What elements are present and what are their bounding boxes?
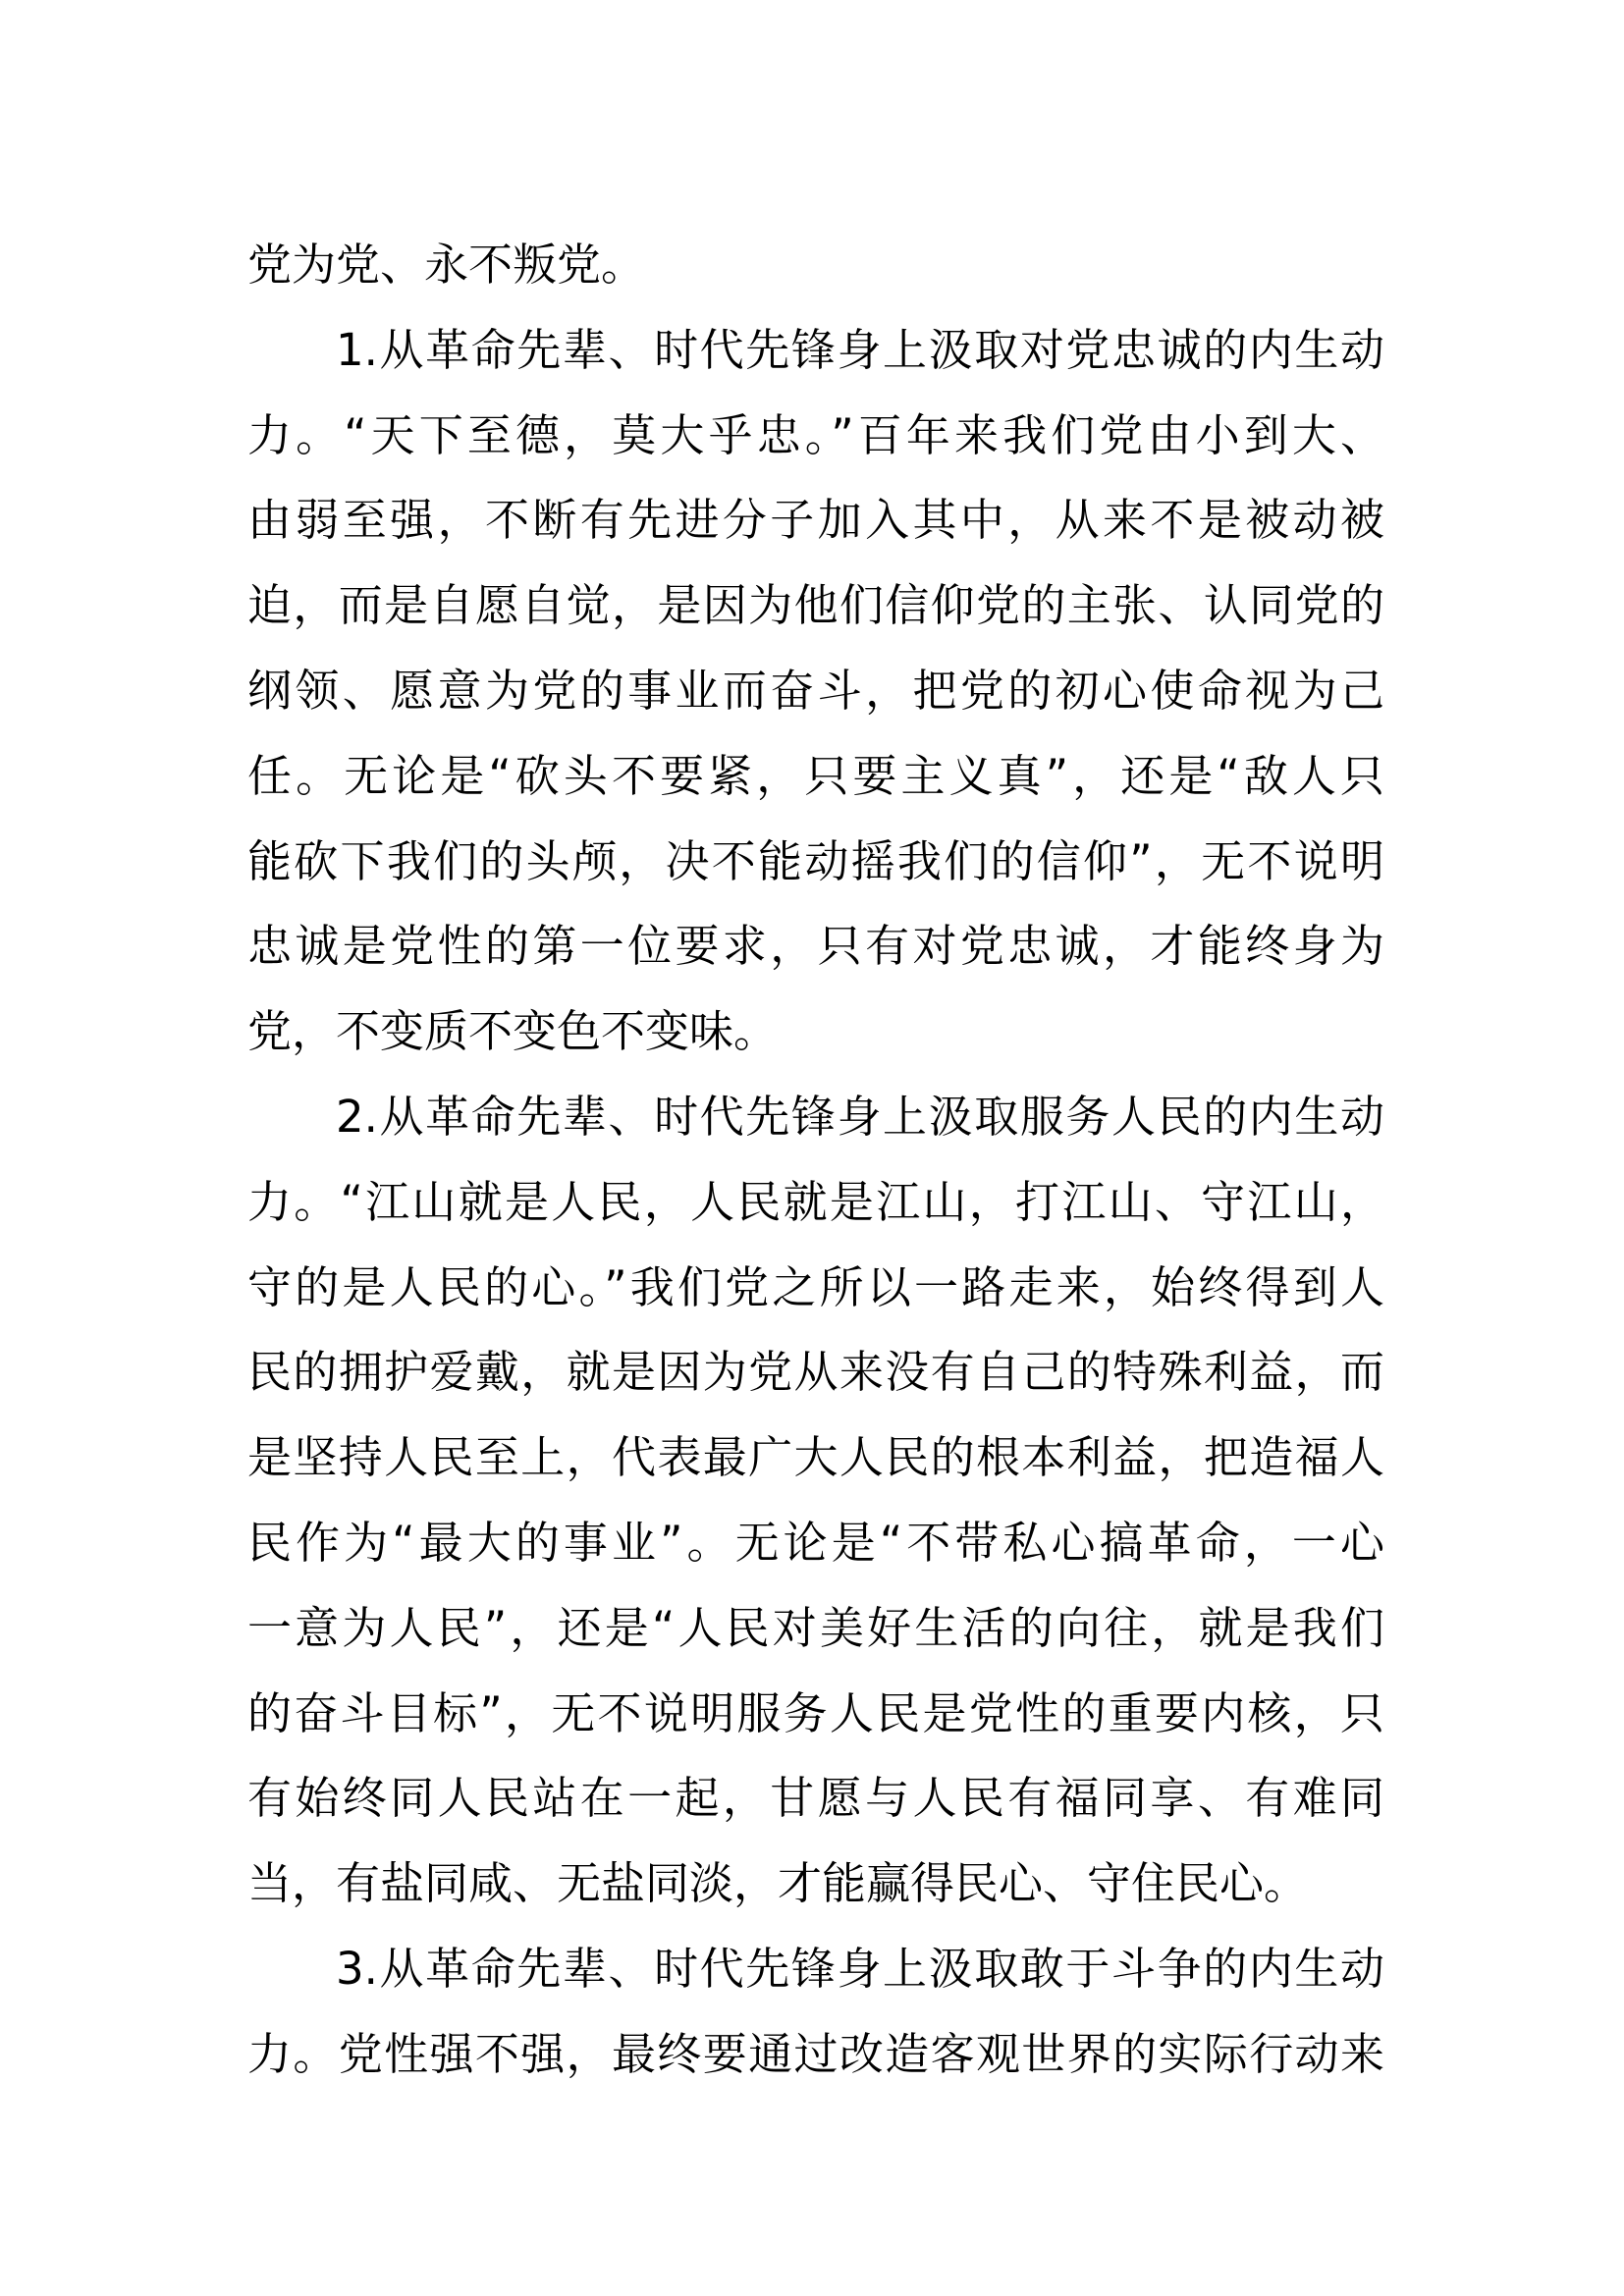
text-line: 有始终同人民站在一起，甘愿与人民有福同享、有难同	[247, 1772, 1384, 1825]
text-line: 民作为“最大的事业”。无论是“不带私心搞革命，一心	[247, 1516, 1384, 1569]
text-line: 是坚持人民至上，代表最广大人民的根本利益，把造福人	[247, 1431, 1384, 1484]
text-line: 一意为人民”，还是“人民对美好生活的向往，就是我们	[247, 1601, 1384, 1654]
text-line: 任。无论是“砍头不要紧，只要主义真”，还是“敌人只	[247, 749, 1384, 802]
text-line: 能砍下我们的头颅，决不能动摇我们的信仰”，无不说明	[247, 834, 1384, 887]
paragraph	[247, 1927, 1384, 2098]
text-line: 2.从革命先辈、时代先锋身上汲取服务人民的内生动	[336, 1090, 1384, 1143]
text-line: 忠诚是党性的第一位要求，只有对党忠诚，才能终身为	[247, 920, 1384, 973]
text-line: 1.从革命先辈、时代先锋身上汲取对党忠诚的内生动	[336, 323, 1384, 376]
paragraph	[247, 1075, 1384, 1927]
body-text	[247, 223, 1384, 2098]
text-line: 力。“天下至德，莫大乎忠。”百年来我们党由小到大、	[247, 408, 1384, 461]
paragraph	[247, 223, 1384, 308]
text-line: 由弱至强，不断有先进分子加入其中，从来不是被动被	[247, 494, 1384, 547]
text-line: 党为党、永不叛党。	[247, 239, 646, 291]
text-line: 守的是人民的心。”我们党之所以一路走来，始终得到人	[247, 1260, 1384, 1313]
text-line: 迫，而是自愿自觉，是因为他们信仰党的主张、认同党的	[247, 579, 1384, 632]
paragraph	[247, 308, 1384, 1075]
text-line: 的奋斗目标”，无不说明服务人民是党性的重要内核，只	[247, 1686, 1384, 1739]
text-line: 力。“江山就是人民，人民就是江山，打江山、守江山，	[247, 1175, 1384, 1228]
text-line: 3.从革命先辈、时代先锋身上汲取敢于斗争的内生动	[336, 1942, 1384, 1995]
text-line: 力。党性强不强，最终要通过改造客观世界的实际行动来	[247, 2027, 1384, 2080]
text-line: 当，有盐同咸、无盐同淡，才能赢得民心、守住民心。	[247, 1857, 1309, 1910]
text-line: 纲领、愿意为党的事业而奋斗，把党的初心使命视为己	[247, 664, 1384, 717]
text-line: 民的拥护爱戴，就是因为党从来没有自己的特殊利益，而	[247, 1346, 1384, 1399]
text-line: 党，不变质不变色不变味。	[247, 1005, 779, 1058]
